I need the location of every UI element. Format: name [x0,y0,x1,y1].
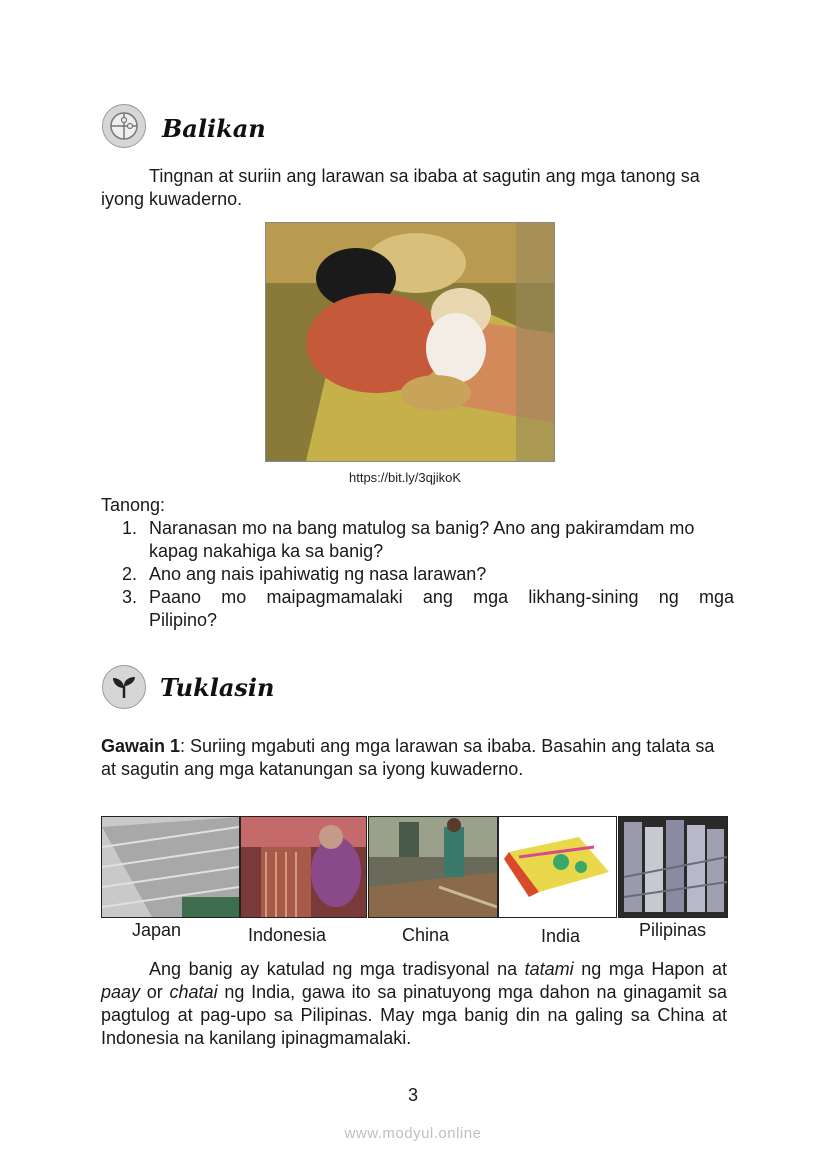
sleeping-child-on-banig-photo [265,222,555,462]
gawain-text: : Suriing mgabuti ang mga larawan sa ibaba. Basahin ang talata sa at sagutin ang mga katanungan sa iyong kuwaderno. [101,736,715,779]
section-title-balikan: Balikan [162,114,266,143]
india-mat-photo [498,816,617,918]
watermark-footer: www.modyul.online [344,1125,482,1142]
list-item: 2. Ano ang nais ipahiwatig ng nasa larawan? [122,564,487,584]
country-label-india: India [541,926,581,946]
term-paay: paay [101,982,141,1002]
puzzle-icon [102,104,146,148]
term-chatai: chatai [169,982,218,1002]
indonesia-weaving-photo [240,816,367,918]
list-item: 3. Paano mo maipagmamalaki ang mga likhang-sining ng mga Pilipino? [122,587,734,630]
question-list [122,517,734,632]
pilipinas-rolled-mats-photo [618,816,728,918]
term-tatami: tatami [524,959,574,979]
gawain-instructions [101,735,727,781]
balikan-intro: Tingnan at suriin ang larawan sa ibaba at sagutin ang mga tanong sa iyong kuwaderno. [101,166,700,209]
page-number: 3 [407,1085,418,1105]
japan-mat-photo [101,816,240,918]
questions-label: Tanong: [101,495,166,515]
country-label-pilipinas: Pilipinas [639,920,707,940]
country-label-china: China [402,925,450,945]
image-source-caption: https://bit.ly/3qjikoK [349,470,461,485]
country-label-indonesia: Indonesia [248,925,327,945]
banig-paragraph: Ang banig ay katulad ng mga tradisyonal na tatami ng mga Hapon at paay or chatai ng India, gawa ito sa pinatuyong mga dahon na ginagamit sa pagtulog at pag-upo sa Pilipinas. May mga banig din na galing sa China at Indonesia na kanilang ipinagmamalaki. [101,959,727,1048]
gawain-label: Gawain 1 [101,736,181,756]
country-label-japan: Japan [132,920,182,940]
list-item: 1. Naranasan mo na bang matulog sa banig? Ano ang pakiramdam mo kapag nakahiga ka sa banig? [122,518,695,561]
china-mat-photo [368,816,498,918]
section-title-tuklasin: Tuklasin [160,673,275,702]
sprout-icon [102,665,146,709]
